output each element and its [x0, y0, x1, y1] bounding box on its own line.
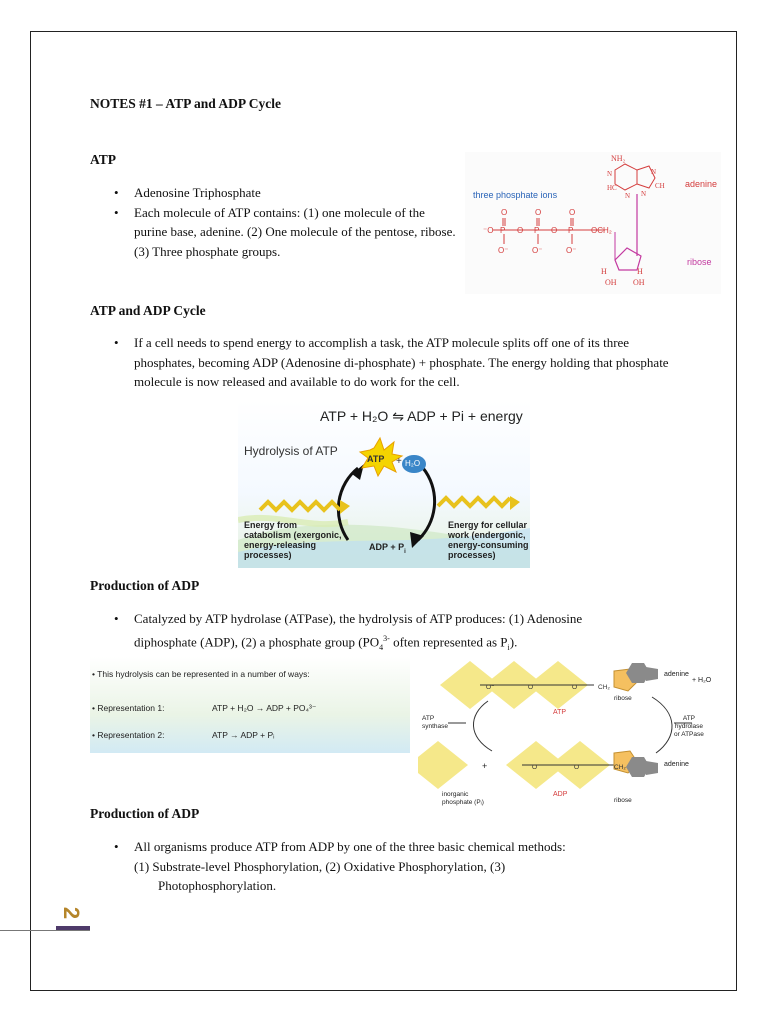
production-bullet: • Catalyzed by ATP hydrolase (ATPase), the hydrolysis of ATP produces: (1) Adenosine diphosphate (ADP), (2) a phosphate group ($PO_4^{3-}$ often represented as $P_i$).: [114, 611, 583, 652]
svg-text:O: O: [528, 684, 534, 691]
representation-2-equation: ATP → ADP + Pᵢ: [212, 730, 275, 740]
oh-label: OH: [605, 278, 617, 287]
hydrolysis-label: Hydrolysis of ATP: [244, 444, 338, 458]
page-number: 2: [59, 906, 85, 920]
representation-2-label: • Representation 2:: [92, 730, 165, 740]
svg-text:O: O: [517, 226, 524, 235]
svg-text:P: P: [500, 226, 506, 235]
inorganic-phosphate-label: inorganic phosphate (Pᵢ): [442, 791, 484, 806]
section-heading-production-2: Production of ADP: [90, 806, 200, 821]
ribose-top-label: ribose: [614, 695, 632, 702]
svg-text:O: O: [569, 208, 576, 217]
svg-text:H: H: [637, 267, 643, 276]
list-item: • Each molecule of ATP contains: (1) one molecule of the purine base, adenine. (2) One molecule of the pentose, ribose. (3) Three phosphate groups.: [110, 203, 460, 262]
representation-1-equation: ATP + H₂O → ADP + PO₄³⁻: [212, 703, 317, 713]
svg-text:P: P: [534, 226, 540, 235]
adenine-bottom-label: adenine: [664, 761, 689, 768]
atp-synthase-label: ATP synthase: [422, 715, 449, 730]
svg-text:P: P: [568, 226, 574, 235]
page-number-rule: [0, 930, 90, 931]
mechanism-diagram: [418, 657, 714, 809]
atp-cycle-figure: [238, 400, 530, 568]
svg-text:O: O: [574, 764, 580, 771]
svg-text:⁻O: ⁻O: [483, 226, 494, 235]
representation-intro: • This hydrolysis can be represented in a number of ways:: [92, 669, 310, 679]
svg-text:CH₂: CH₂: [614, 764, 626, 771]
section-heading-cycle: ATP and ADP Cycle: [90, 303, 206, 318]
adp-product-label: ADP + $P_i$: [369, 542, 406, 555]
equation-label: ATP + H₂O ⇋ ADP + Pi + energy: [320, 408, 523, 424]
svg-text:O: O: [535, 208, 542, 217]
atp-bullet-list: [110, 183, 460, 261]
page-title: NOTES #1 – ATP and ADP Cycle: [90, 96, 282, 111]
ribose-label: ribose: [687, 257, 712, 267]
svg-text:O⁻: O⁻: [498, 246, 509, 255]
section-heading-atp: ATP: [90, 152, 116, 167]
svg-text:N: N: [625, 192, 631, 200]
atp-adp-mechanism-figure: [418, 657, 714, 809]
h-label: H: [601, 267, 607, 276]
svg-text:O⁻: O⁻: [566, 246, 577, 255]
atp-structure-diagram: [465, 152, 721, 294]
page-number-accent-bar: [56, 926, 90, 930]
svg-text:O: O: [501, 208, 508, 217]
representation-1-label: • Representation 1:: [92, 703, 165, 713]
atp-molecule-figure: [465, 152, 721, 294]
ch2-label: OCH₂: [591, 226, 612, 235]
svg-text:O⁻: O⁻: [486, 684, 495, 691]
list-item: • Adenosine Triphosphate: [110, 183, 460, 203]
adenine-label: adenine: [685, 179, 718, 189]
adp-mech-label: ADP: [553, 791, 568, 798]
svg-text:N: N: [651, 168, 657, 176]
atp-badge: ATP: [367, 454, 385, 464]
energy-from-caption: Energy from catabolism (exergonic, energy-releasing processes): [244, 520, 342, 560]
svg-text:CH₂: CH₂: [598, 684, 610, 691]
nh2-label: NH₂: [611, 154, 626, 163]
svg-text:N: N: [607, 170, 613, 178]
svg-text:O: O: [572, 684, 578, 691]
svg-text:N: N: [641, 190, 647, 198]
svg-text:O⁻: O⁻: [532, 246, 543, 255]
svg-text:O: O: [551, 226, 558, 235]
representation-panel: [90, 657, 410, 753]
svg-text:HC: HC: [607, 184, 617, 192]
water-badge: H₂O: [405, 459, 421, 468]
adenine-top-label: adenine: [664, 671, 689, 678]
plus-h2o-label: + H₂O: [692, 677, 712, 684]
atp-mech-label: ATP: [553, 709, 567, 716]
svg-text:O: O: [532, 764, 538, 771]
atp-hydrolase-label: ATP hydrolase or ATPase: [674, 715, 704, 738]
svg-text:CH: CH: [655, 182, 665, 190]
phosphate-ions-label: three phosphate ions: [473, 190, 558, 200]
energy-for-caption: Energy for cellular work (endergonic, energy-consuming processes): [448, 520, 529, 560]
ribose-bottom-label: ribose: [614, 797, 632, 804]
cycle-bullet-list: [110, 333, 672, 392]
methods-bullet: • All organisms produce ATP from ADP by one of the three basic chemical methods: (1) Substrate-level Phosphorylation, (2) Oxidative Phosphorylation, (3) Photophosphorylation.: [114, 839, 566, 893]
plus-sign: +: [396, 456, 402, 467]
list-item: • If a cell needs to spend energy to accomplish a task, the ATP molecule splits off one of its three phosphates, becoming ADP (Adenosine di-phosphate) + phosphate. The energy holding that phosphate molecule is now released and available to do work for the cell.: [110, 333, 672, 392]
svg-text:OH: OH: [633, 278, 645, 287]
mech-plus: +: [482, 761, 488, 771]
section-heading-production-1: Production of ADP: [90, 578, 200, 593]
